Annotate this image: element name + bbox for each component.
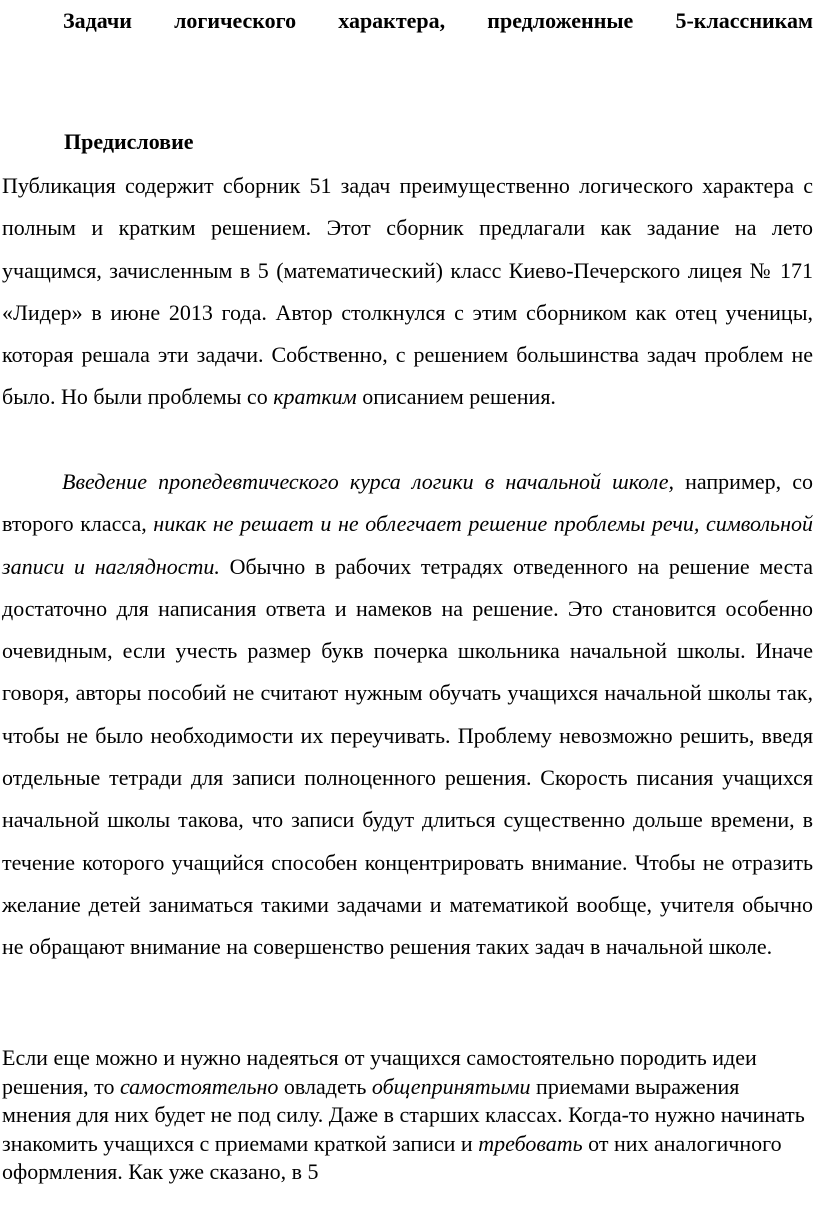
- paragraph-1-text: Публикация содержит сборник 51 задач преимущественно логического характера с полным и кратким решением. Этот сборник предлагали как задание на лето учащимся, зачисленным в 5 (математический) класс Киево-Печерского лицея № 171 «Лидер» в июне 2013 года. Автор столкнулся с этим сборником как отец ученицы, которая решала эти задачи. Собственно, с решением большинства задач проблем не было. Но были проблемы со: [2, 173, 813, 410]
- paragraph-1-italic: кратким: [273, 384, 357, 410]
- paragraph-3-text-3: приемами выражения мнения для них будет не под силу. Даже в старших классах. Когда-то нужно начинать знакомить учащихся с приемами краткой записи и: [2, 1073, 805, 1156]
- paragraph-2-italic-1: Введение пропедевтического курса логики в начальной школе,: [62, 469, 675, 494]
- paragraph-3-text-4: от них аналогичного оформления. Как уже сказано, в 5: [2, 1130, 782, 1184]
- paragraph-3-italic-3: требовать: [478, 1130, 583, 1156]
- paragraph-3: [2, 1044, 813, 1187]
- paragraph-2-text-2: Обычно в рабочих тетрадях отведенного на решение места достаточно для написания ответа и намеков на решение. Это становится особенно очевидным, если учесть размер букв почерка школьника начальной школы. Иначе говоря, авторы пособий не считают нужным обучать учащихся начальной школы так, чтобы не было необходимости их переучивать. Проблему невозможно решить, введя отдельные тетради для записи полноценного решения. Скорость писания учащихся начальной школы такова, что записи будут длиться существенно дольше времени, в течение которого учащийся способен концентрировать внимание. Чтобы не отразить желание детей заниматься такими задачами и математикой вообще, учителя обычно не обращают внимание на совершенство решения таких задач в начальной школе.: [2, 553, 813, 960]
- paragraph-3-italic-1: самостоятельно: [119, 1073, 279, 1099]
- paragraph-3-text-1: Если еще можно и нужно надеяться от учащихся самостоятельно породить идеи решения, то: [2, 1045, 757, 1099]
- paragraph-1-tail: описанием решения.: [356, 384, 556, 410]
- paragraph-3-text-2: овладеть: [278, 1073, 372, 1099]
- paragraph-1: [2, 165, 813, 419]
- section-heading-preface: Предисловие: [64, 129, 194, 154]
- paragraph-3-italic-2: общепринятыми: [371, 1073, 531, 1099]
- document-title: Задачи логического характера, предложенные 5-классникам: [63, 8, 813, 33]
- paragraph-2-text-1: например, со второго класса,: [2, 469, 813, 537]
- paragraph-2-italic-2: никак не решает и не облегчает решение проблемы речи, символьной записи и наглядности.: [2, 511, 813, 579]
- paragraph-2: [2, 461, 813, 969]
